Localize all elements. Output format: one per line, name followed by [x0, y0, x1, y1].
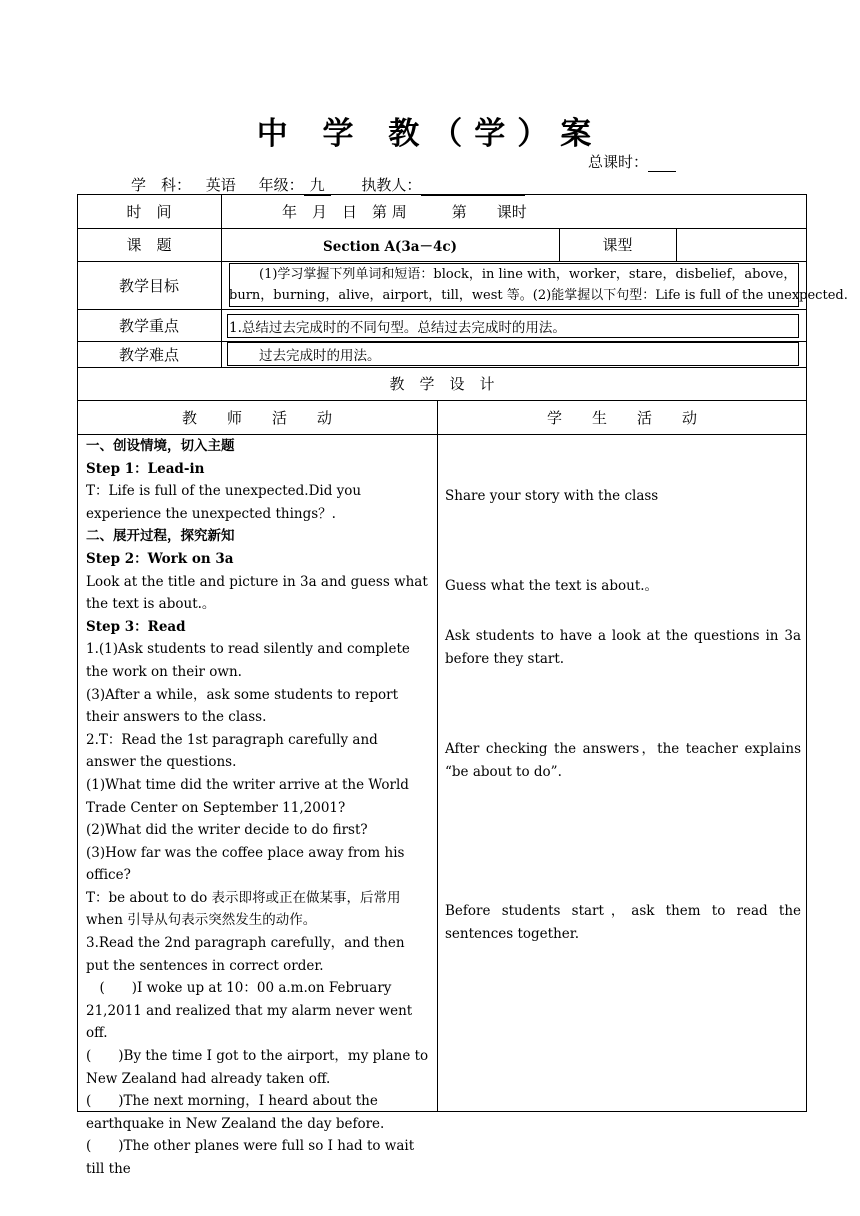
teacher-activity-line: 2.T：Read the 1st paragraph carefully and answer the questions.: [86, 731, 378, 771]
key-value: 1.总结过去完成时的不同句型。总结过去完成时的用法。: [229, 320, 566, 336]
teacher-activity-line: ( )The next morning，I heard about the earthquake in New Zealand the day before.: [86, 1093, 385, 1132]
teacher-activity-line: ( )By the time I got to the airport，my plane to New Zealand had already taken off.: [86, 1048, 429, 1087]
info-line: [131, 174, 525, 196]
topic-value: Section A(3a－4c): [323, 238, 457, 255]
student-activity-heading: 学 生 活 动: [546, 408, 697, 427]
teacher-activity-line: 一、创设情境，切入主题: [86, 438, 235, 454]
teacher-activity-line: (1)What time did the writer arrive at the World Trade Center on September 11,2001?: [86, 776, 409, 816]
total-label: 总课时：: [588, 153, 649, 171]
teacher-activity-line: 二、展开过程，探究新知: [86, 528, 235, 545]
student-activity-1: Share your story with the class: [445, 488, 659, 504]
grade-value: 九: [304, 174, 331, 196]
total-lessons: [588, 151, 676, 172]
type-label: 课型: [602, 236, 633, 254]
goal-line-2: burn，burning，alive，airport，till，west 等。(2)能掌握以下句型：Life is full of the unexpected.: [229, 288, 848, 303]
student-activity-3: Ask students to have a look at the questions in 3a before they start.: [445, 628, 801, 667]
goal-label: 教学目标: [118, 276, 179, 295]
teacher-activity-line: T：be about to do 表示即将或正在做某事，后常用 when 引导从句表示突然发生的动作。: [86, 889, 401, 929]
total-blank: [648, 157, 676, 172]
topic-label: 课 题: [126, 236, 172, 254]
teacher-activity-line: ( )I woke up at 10：00 a.m.on February 21,2011 and realized that my alarm never went off.: [86, 980, 413, 1042]
teacher-activity-line: Step 2：Work on 3a: [86, 550, 234, 567]
key-label: 教学重点: [118, 316, 179, 335]
teacher-label: 执教人：: [361, 176, 422, 194]
teacher-activities: [86, 435, 431, 1181]
teacher-activity-line: (3)How far was the coffee place away from his office?: [86, 844, 405, 884]
diff-label: 教学难点: [118, 345, 179, 364]
subject-value: 英语: [205, 176, 236, 194]
teacher-activity-line: Step 3：Read: [86, 618, 186, 635]
goal-text: [229, 264, 848, 306]
teacher-activity-line: Look at the title and picture in 3a and guess what the text is about.。: [86, 573, 428, 613]
grade-label: 年级：: [258, 176, 304, 194]
diff-value: 过去完成时的用法。: [259, 348, 381, 364]
teacher-activity-line: (3)After a while，ask some students to report their answers to the class.: [86, 686, 399, 726]
teacher-activity-line: (2)What did the writer decide to do first?: [86, 822, 368, 839]
goal-line-1: (1)学习掌握下列单词和短语：block，in line with，worker，stare，disbelief，above，: [259, 267, 797, 282]
student-activity-5: Before students start，ask them to read the sentences together.: [445, 903, 801, 942]
teacher-activity-line: 1.(1)Ask students to read silently and complete the work on their own.: [86, 641, 410, 680]
teacher-activity-heading: 教 师 活 动: [181, 408, 332, 427]
student-activity-2: Guess what the text is about.。: [445, 578, 659, 594]
subject-label: 学 科：: [131, 176, 192, 194]
teacher-activity-line: 3.Read the 2nd paragraph carefully，and then put the sentences in correct order.: [86, 935, 405, 974]
student-activity-4: After checking the answers，the teacher explains “be about to do”.: [445, 741, 801, 780]
time-label: 时 间: [126, 202, 172, 221]
teacher-activity-line: Step 1：Lead-in: [86, 460, 205, 477]
design-label: 教 学 设 计: [389, 375, 495, 393]
time-value: 年 月 日 第 周 第 课时: [282, 202, 527, 221]
teacher-activity-line: ( )The other planes were full so I had to wait till the: [86, 1138, 415, 1177]
teacher-activity-line: T：Life is full of the unexpected.Did you experience the unexpected things？.: [86, 483, 362, 522]
page-title: 中 学 教（学）案: [256, 116, 604, 152]
